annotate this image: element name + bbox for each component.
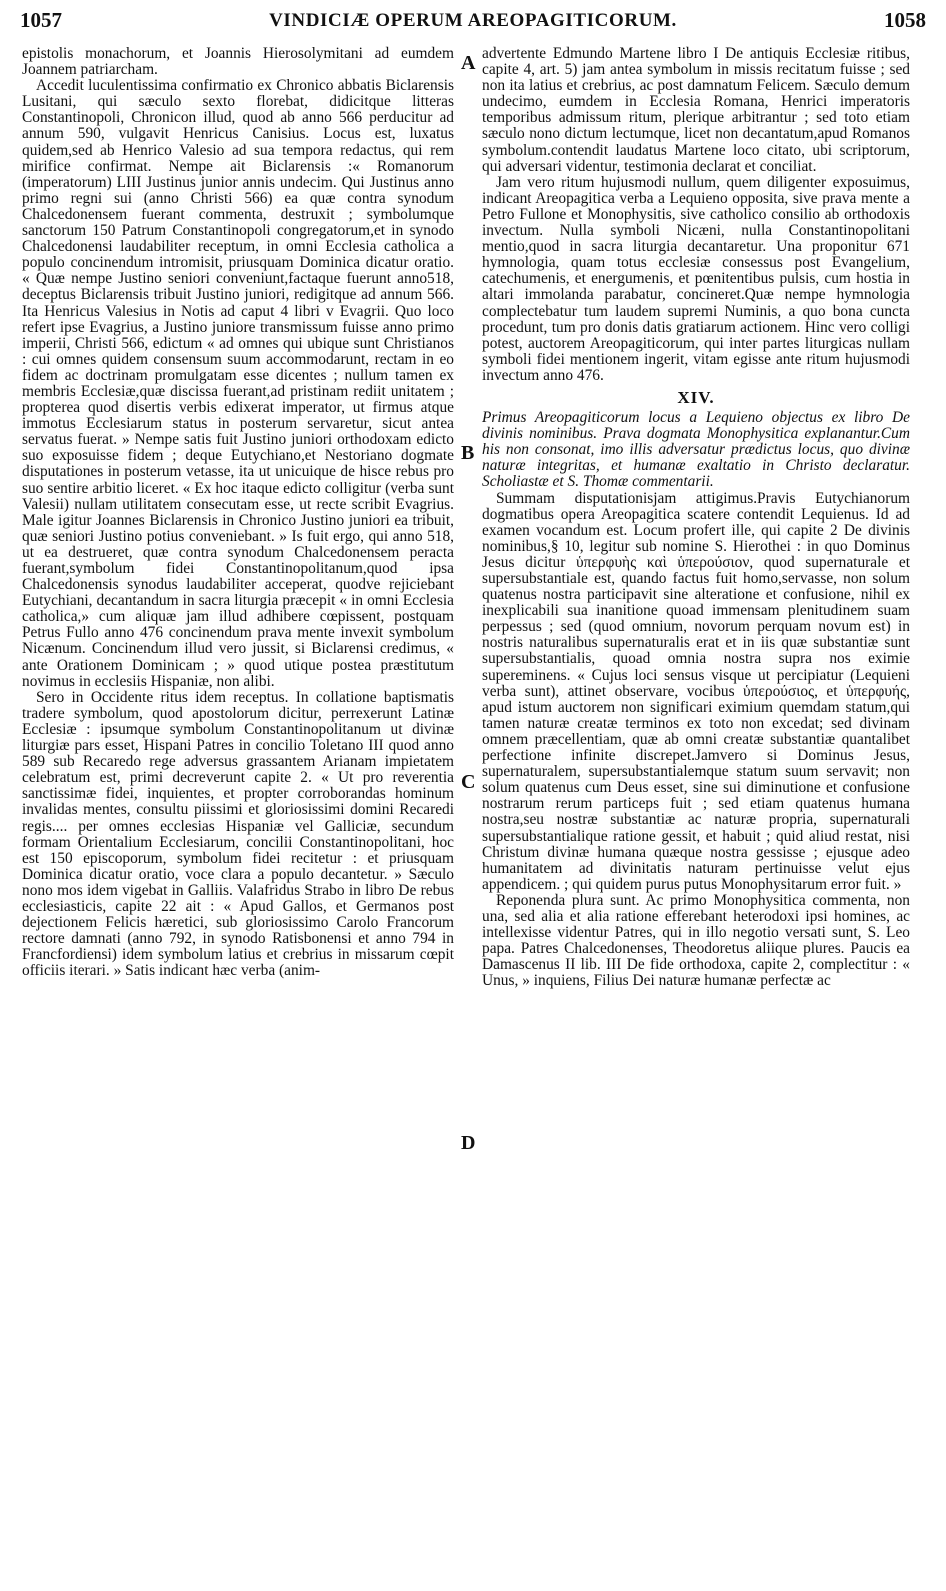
running-title: VINDICIÆ OPERUM AREOPAGITICORUM. — [269, 10, 677, 31]
margin-letter-b: B — [461, 442, 475, 464]
paragraph: Accedit luculentissima confirmatio ex Chronico abbatis Biclarensis Lusitani, qui sæculo sexto florebat, didicitque litteras Constantinopoli, Chronicon illud, quod ab anno 566 perducitur ad annum 590, vulgavit Henricus Canisius. Locus est, luxatus quidem,sed ab Henrico Valesio ad sua tempora redactus, qui rem mirifice confirmat. Nempe ait Biclarensis :« Romanorum (imperatorum) LIII Justinus junior annis undecim. Qui Justinus anno primo regni sui (anno Christi 566) ea quæ contra synodum Chalcedonensem fuerant commenta, destruxit ; symbolumque sanctorum 150 Patrum Constantinopoli congregatorum,et in synodo Chalcedonensi laudabiliter receptum, in omni Ecclesia catholica a populo concinendum intromisit, priusquam Dominica dicatur oratio. « Quæ nempe Justino seniori conveniunt,factaque fuerunt anno518, deceptus Biclarensis tribuit Justino juniori, redigitque ad annum 566. Ita Henricus Valesius in Notis ad caput 4 libri v Evagrii. Quo loco refert ipse Evagrius, a Justino juniore transmissum fuisse anno primo imperii, Christi 566, edictum « ad omnes qui ubique sunt Christianos : cui omnes quidem consensum suum accommodarunt, rectam in eo fidem ac doctrinam promulgatam esse dicentes ; nullum tamen ex membris Ecclesiæ,quæ discissa fuerant,ad pristinam rediit unitatem ; propterea quod disertis verbis edixerat imperator, ut firmus atque immotus Ecclesiarum status in posterum servaretur, sicut antea servatus fuerat. » Nempe satis fuit Justino juniori orthodoxam edicto suo exposuisse fidem ; deque Eutychiano,et Nestoriano dogmate disputationes in posterum vetasse, ita ut unicuique de hisce rebus pro suo sentire arbitio liceret. « Ex hoc itaque edicto colligitur (verba sunt Valesii) nullam utilitatem consecutam esse, ut recte scribit Evagrius. Male igitur Joannes Biclarensis in Chronico Justino juniori ea tribuit, quæ seniori Justino potius conveniebant. » Is fuit ergo, qui anno 518, ut ea destrueret, quæ contra synodum Chalcedonensem peracta fuerant,symbolum fidei Constantinopolitanum,quod ipsa Chalcedonensis synodus laudabiliter acceperat, quodve rejiciebant Eutychiani, decantandum in sacra liturgia præcepit « in omni Ecclesia catholica,» cum aliquæ jam illud adhibere cœpissent, postquam Petrus Fullo anno 476 concinendum prava mente invexit symbolum Nicænum. Concinendum illud vero jussit, si Biclarensi credimus, « ante Orationem Dominicam ; » quod utique postea præstitutum novimus in ecclesiis Hispaniæ, non alibi. — [22, 77, 454, 690]
section-summary: Primus Areopagiticorum locus a Lequieno objectus ex libro De divinis nominibus. Prava dogmata Monophysitica explanantur.Cum his non consonat, imo illis adversatur prædictus locus, quo divinæ naturæ integritas, et humanæ exaltatio in Christo declaratur. Scholiastæ et S. Thomæ commentarii. — [482, 409, 910, 491]
margin-letter-d: D — [461, 1132, 476, 1154]
paragraph: advertente Edmundo Martene libro I De antiquis Ecclesiæ ritibus, capite 4, art. 5) jam antea symbolum in missis recitatum fuisse ; sed non ita latius et crebrius, ac post damnatum Felicem. Sæculo demum undecimo, eumdem in Ecclesia Romana, Henrici imperatoris temporibus admissum ritum, plerique arbitrantur ; sed toto etiam sæculo nono dictum lectumque, licet non decantatum,apud Romanos symbolum.contendit laudatus Martene loco citato, ubi scriptorum, qui adversari videntur, testimonia declarat et conciliat. — [482, 45, 910, 175]
section-heading: XIV. — [677, 387, 715, 407]
margin-letter-c: C — [461, 771, 476, 793]
paragraph: Summam disputationisjam attigimus.Pravis Eutychianorum dogmatibus opera Areopagitica scatere contendit Lequienus. Id ad examen vocandum est. Locum profert ille, qui capite 2 De divinis nominibus,§ 10, legitur sub nomine S. Hierothei : in quo Dominus Jesus dicitur ὑπερφυὴς καὶ ὑπερούσιον, quod supernaturale et supersubstantiale est, quando factus fuit homo,servasse, non solum quatenus nostra participavit sine alteratione et confusione, nihil ex inexplicabili sua inanitione quoad immensam plenitudinem suam perpessus ; sed (quod omnium, novorum perquam novum est) in nostris naturalibus supernaturalis erat et in iis quæ substantiæ sunt supersubstantialis, quoad omnia nostra supra nos eximie supereminens. « Cujus loci sensus visque ut percipiatur (Lequieni verba sunt), attinet observare, vocibus ὑπερούσιος, et ὑπερφυής, apud istum auctorem non significari eximium quemdam statum,qui tamen naturæ creatæ terminos ex toto non excedat; sed divinam omnem præcellentiam, quæ ab omni creatæ substantiæ quantalibet perfectione infinite discrepet.Jamvero si Dominus Jesus, supernaturalem, supersubstantialemque statum suum servavit; non solum quatenus cum Deus esset, sine sui diminutione et confusione nostrarum rerum particeps fuit ; sed etiam quatenus humana nostra,seu nostræ substantiæ ac naturæ propria, supernaturali supersubstantialique ratione gessit, et habuit ; quid aliud restat, nisi Christum divinæ humana quæque nostra gessisse ; ejusque adeo humanitatem ad divinitatis naturam pertinuisse velut ejus appendicem. ; qui quidem purus putus Monophysitarum error fuit. » — [482, 489, 910, 893]
margin-letter-a: A — [461, 52, 476, 74]
left-page-number: 1057 — [20, 8, 62, 32]
right-column — [482, 46, 910, 989]
page-header — [20, 8, 926, 38]
left-column — [22, 46, 454, 979]
paragraph: Jam vero ritum hujusmodi nullum, quem diligenter exposuimus, indicant Areopagitica verba a Lequieno opposita, sive prava mente a Petro Fullone et Monophysitis, sive catholico consilio ab orthodoxis invectum. Nulla symboli Nicæni, nulla Constantinopolitani mentio,quod in sacra liturgia decantaretur. Una proponitur 671 hymnologia, quam totus ecclesiæ consessus post Evangelium, catechumenis, et energumenis, et pœnitentibus pulsis, cum hostia in altari immolanda parabatur, concineret.Quæ nempe hymnologia complectebatur tum laudem supremi Numinis, a quo bona cuncta procedunt, tum pro donis datis gratiarum actionem. Hinc vero colligi potest, auctorem Areopagiticorum, qui inter partes liturgicas nullam symboli fidei mentionem ingerit, vitam egisse ante ritum hujusmodi invectum anno 476. — [482, 173, 910, 384]
paragraph: epistolis monachorum, et Joannis Hierosolymitani ad eumdem Joannem patriarcham. — [22, 45, 454, 79]
paragraph: Reponenda plura sunt. Ac primo Monophysitica commenta, non una, sed alia et alia ratione efferebant heterodoxi ipsi homines, ac intellexisse videntur Patres, qui in illo negotio versati sunt, S. Leo papa. Patres Chalcedonenses, Theodoretus aliique plures. Paucis ea Damascenus II lib. III De fide orthodoxa, capite 2, complectitur : « Unus, » inquiens, Filius Dei naturæ humanæ perfectæ ac — [482, 891, 910, 990]
paragraph: Sero in Occidente ritus idem receptus. In collatione baptismatis tradere symbolum, quod apostolorum dicitur, perrexerunt Latinæ Ecclesiæ : ipsumque symbolum Constantinopolitanum ut divinæ liturgiæ pars esset, Hispani Patres in concilio Toletano III quod anno 589 sub Recaredo rege adversus grassantem Arianam impietatem celebratum est, primi decreverunt capite 2. « Ut pro reverentia sanctissimæ fidei, inquientes, et propter corroborandas hominum invalidas mentes, consultu piissimi et gloriosissimi domini Recaredi regis.... per omnes ecclesias Hispaniæ vel Galliciæ, secundum formam Orientalium Ecclesiarum, concilii Constantinopolitani, hoc est 150 episcoporum, symbolum fidei recitetur : et priusquam Dominica dicatur oratio, voce clara a populo decantetur. » Sæculo nono mos idem vigebat in Galliis. Valafridus Strabo in libro De rebus ecclesiasticis, capite 22 ait : « Apud Gallos, et Germanos post dejectionem Felicis hæretici, sub gloriosissimo Carolo Francorum rectore damnati (anno 792, in synodo Ratisbonensi et anno 794 in Francfordiensi) idem symbolum latius et crebrius in missarum cœpit officiis iterari. » Satis indicant hæc verba (anim- — [22, 688, 454, 980]
right-page-number: 1058 — [884, 8, 926, 32]
